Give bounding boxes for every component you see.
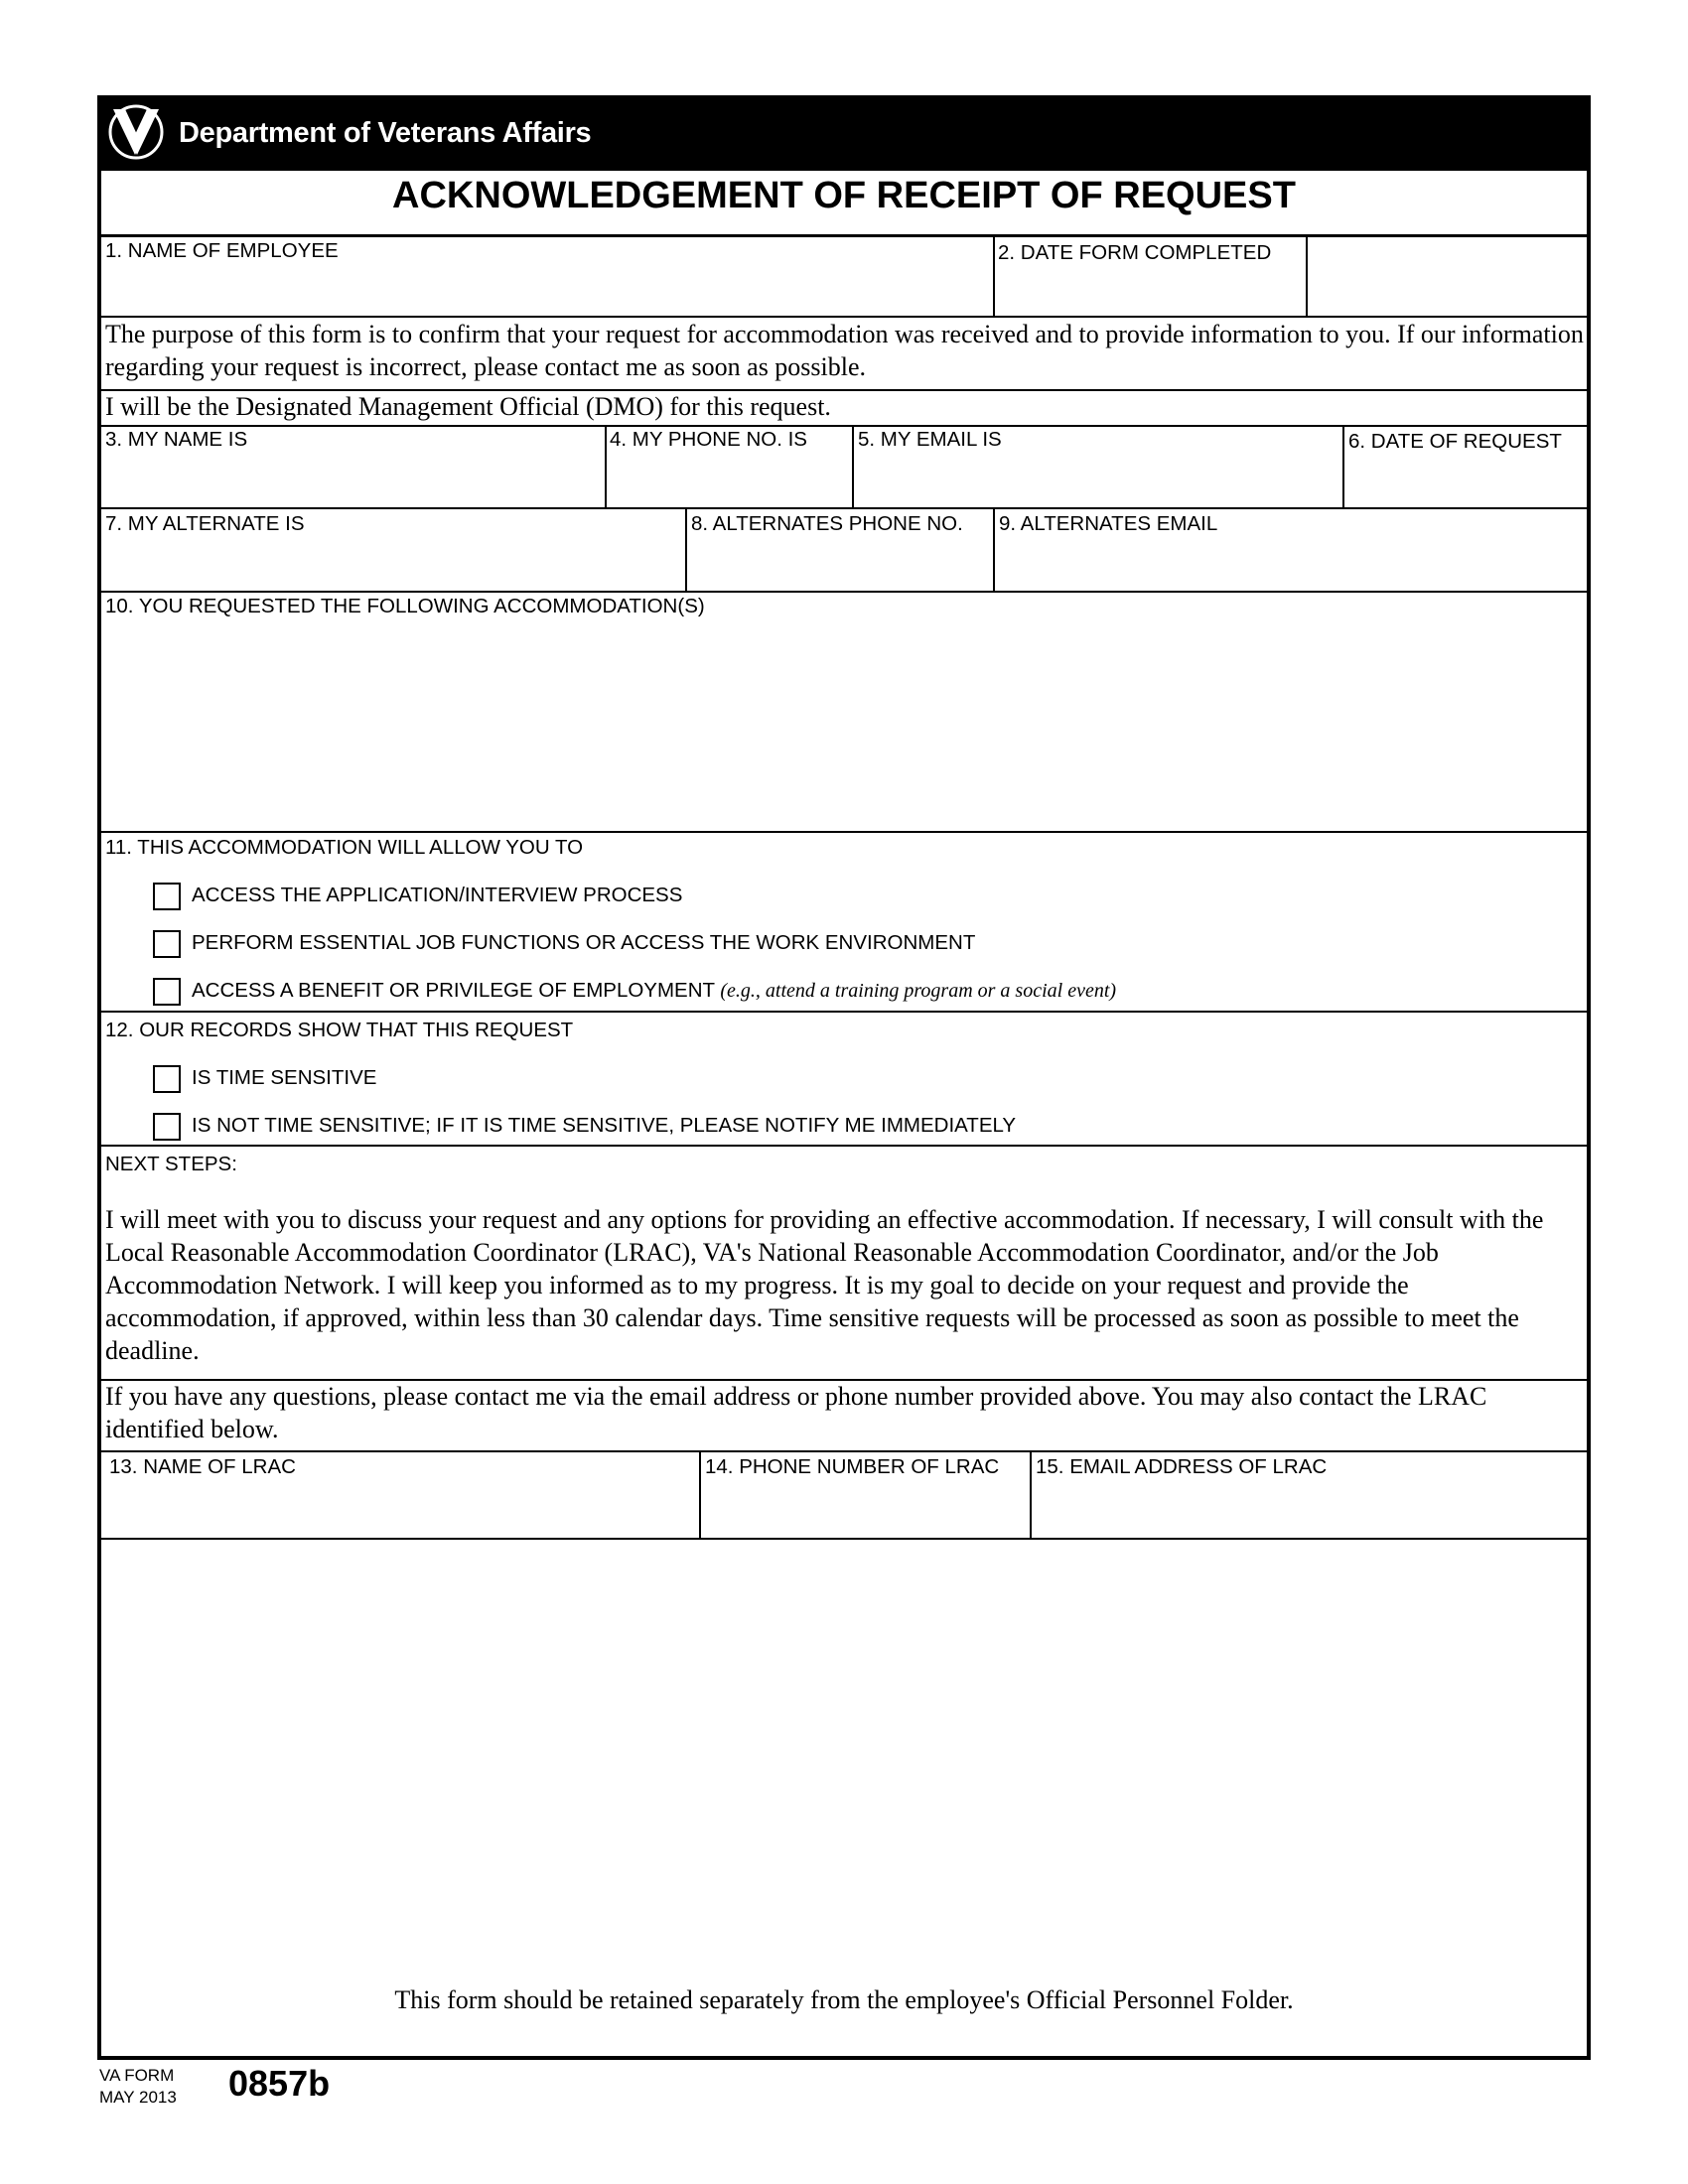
employee-name-label: 1. NAME OF EMPLOYEE	[105, 239, 339, 262]
form-date: MAY 2013	[99, 2088, 177, 2107]
alternate-email-label: 9. ALTERNATES EMAIL	[999, 512, 1218, 535]
my-phone-label: 4. MY PHONE NO. IS	[610, 428, 807, 451]
option-benefit-privilege-label: ACCESS A BENEFIT OR PRIVILEGE OF EMPLOYMENT	[192, 979, 715, 1002]
form-title: ACKNOWLEDGEMENT OF RECEIPT OF REQUEST	[392, 175, 1296, 216]
divider	[685, 507, 687, 591]
my-name-label: 3. MY NAME IS	[105, 428, 248, 451]
va-logo-icon	[105, 103, 167, 161]
alternate-name-label: 7. MY ALTERNATE IS	[105, 512, 305, 535]
agency-name: Department of Veterans Affairs	[179, 117, 592, 149]
requested-accommodations-label: 10. YOU REQUESTED THE FOLLOWING ACCOMMODATION(S)	[105, 595, 705, 617]
checkbox-job-functions[interactable]	[153, 930, 181, 958]
option-benefit-privilege	[192, 979, 1116, 1003]
checkbox-time-sensitive[interactable]	[153, 1065, 181, 1093]
option-not-time-sensitive: IS NOT TIME SENSITIVE; IF IT IS TIME SENSITIVE, PLEASE NOTIFY ME IMMEDIATELY	[192, 1114, 1017, 1137]
divider	[993, 234, 995, 316]
checkbox-benefit-privilege[interactable]	[153, 978, 181, 1006]
divider	[699, 1450, 701, 1538]
rule	[97, 1538, 1591, 1540]
records-show-label: 12. OUR RECORDS SHOW THAT THIS REQUEST	[105, 1019, 574, 1041]
rule	[97, 1450, 1591, 1452]
form-number: 0857b	[228, 2063, 331, 2104]
lrac-name-label: 13. NAME OF LRAC	[109, 1455, 296, 1478]
date-of-request-label: 6. DATE OF REQUEST	[1348, 430, 1562, 453]
lrac-phone-label: 14. PHONE NUMBER OF LRAC	[705, 1455, 1000, 1478]
allow-you-to-label: 11. THIS ACCOMMODATION WILL ALLOW YOU TO	[105, 836, 584, 859]
divider	[1306, 234, 1308, 316]
form-label: VA FORM	[99, 2066, 175, 2085]
option-benefit-privilege-note: (e.g., attend a training program or a social event)	[720, 980, 1117, 1002]
rule	[97, 507, 1591, 509]
alternate-phone-label: 8. ALTERNATES PHONE NO.	[691, 512, 963, 535]
rule	[97, 831, 1591, 833]
divider	[993, 507, 995, 591]
rule	[97, 234, 1591, 237]
purpose-text: The purpose of this form is to confirm that your request for accommodation was received and to provide information to you. If our information regarding your request is incorrect, please contact me as soon as possible.	[105, 320, 1584, 381]
option-job-functions: PERFORM ESSENTIAL JOB FUNCTIONS OR ACCESS THE WORK ENVIRONMENT	[192, 931, 976, 954]
divider	[1342, 425, 1344, 507]
rule	[97, 591, 1591, 593]
divider	[1030, 1450, 1032, 1538]
rule	[97, 425, 1591, 427]
next-steps-body: I will meet with you to discuss your request and any options for providing an effective accommodation. If necessary, I will consult with the Local Reasonable Accommodation Coordinator (LRAC), VA's National Reasonable Accommodation Coordinator, and/or the Job Accommodation Network. I will keep you informed as to my progress. It is my goal to decide on your request and provide the accommodation, if approved, within less than 30 calendar days. Time sensitive requests will be processed as soon as possible to meet the deadline.	[105, 1205, 1544, 1365]
rule	[97, 1011, 1591, 1013]
divider	[852, 425, 854, 507]
my-email-label: 5. MY EMAIL IS	[858, 428, 1002, 451]
option-application-process: ACCESS THE APPLICATION/INTERVIEW PROCESS	[192, 884, 683, 906]
next-steps-label: NEXT STEPS:	[105, 1153, 237, 1175]
checkbox-not-time-sensitive[interactable]	[153, 1113, 181, 1141]
option-time-sensitive: IS TIME SENSITIVE	[192, 1066, 377, 1089]
rule	[97, 1145, 1591, 1147]
date-form-completed-label: 2. DATE FORM COMPLETED	[998, 241, 1272, 264]
retention-note: This form should be retained separately from the employee's Official Personnel Folder.	[394, 1985, 1294, 2014]
divider	[605, 425, 607, 507]
checkbox-application-process[interactable]	[153, 883, 181, 910]
questions-text: If you have any questions, please contact me via the email address or phone number provided above. You may also contact the LRAC identified below.	[105, 1382, 1487, 1443]
dmo-statement: I will be the Designated Management Official (DMO) for this request.	[105, 392, 831, 421]
lrac-email-label: 15. EMAIL ADDRESS OF LRAC	[1036, 1455, 1328, 1478]
